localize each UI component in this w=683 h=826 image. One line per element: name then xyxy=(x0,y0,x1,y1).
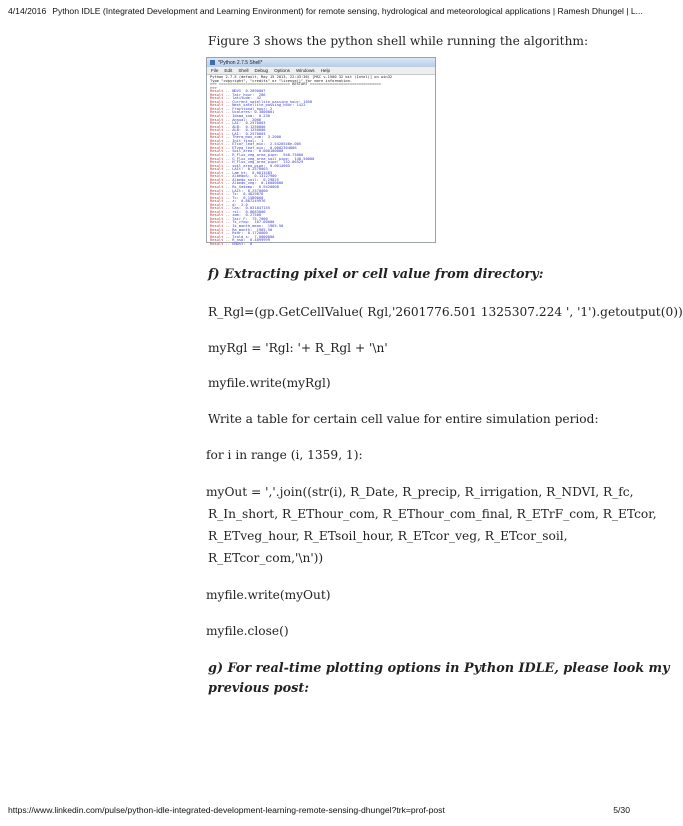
code-line: myRgl = 'Rgl: '+ R_Rgl + '\n' xyxy=(208,341,388,355)
shell-result-line: Result -- ETcor_leaf_min: 2.5420546e-005 xyxy=(210,142,302,147)
shell-result-line: Result -- Soil_area: 0.000100000 xyxy=(210,149,284,154)
shell-window-title: *Python 2.7.5 Shell* xyxy=(218,59,263,66)
code-line: R_Rgl=(gp.GetCellValue( Rgl,'2601776.501 1325307.224 ', '1').getoutput(0)) xyxy=(208,305,683,319)
shell-result-line: Result -- Tcold_s: 7.0000000 xyxy=(210,234,275,239)
shell-result-line: Result -- zom: 0.27500 xyxy=(210,213,262,218)
shell-result-line: Result -- latitude: 42 xyxy=(210,96,262,101)
page-footer xyxy=(8,805,630,815)
shell-result-line: Result -- Cas: 0.031847155 xyxy=(210,206,270,211)
python-shell-screenshot xyxy=(206,57,436,246)
shell-result-line: Result -- H_Flux_veg_area_pipe: 152.06529 xyxy=(210,160,304,165)
shell-menubar xyxy=(207,67,435,75)
code-line: R_In_short, R_EThour_com, R_EThour_com_final, R_ETrF_com, R_ETcor, xyxy=(208,507,657,521)
section-g-heading-cont: previous post: xyxy=(208,681,309,696)
section-f-heading: f) Extracting pixel or cell value from directory: xyxy=(208,267,544,282)
shell-result-line: Result -- Ucaleres: 0.3800001 xyxy=(210,110,275,115)
shell-result-line: Result -- Next_satellite_passing_hour: 1422 xyxy=(210,103,306,108)
code-line: myfile.write(myRgl) xyxy=(208,376,331,390)
shell-menu-item[interactable]: Debug xyxy=(254,68,269,73)
shell-result-line: Result -- Lam_ht: 0.0013485 xyxy=(210,170,273,175)
shell-result-line: Result -- Tair_F: 75.7000 xyxy=(210,216,268,221)
shell-result-line: Result -- Therm_max_cum: 3.2000 xyxy=(210,135,282,140)
code-line: R_ETcor_com,'\n')) xyxy=(208,551,324,565)
shell-result-line: Result -- Ts_crop: 167.00000 xyxy=(210,220,275,225)
shell-result-line: Result -- Current_satellite_passing_hour: 1058 xyxy=(210,99,313,104)
shell-titlebar xyxy=(207,58,435,67)
shell-result-line: Result -- Rs_Smtemp: 0.9420008 xyxy=(210,184,279,189)
page-number: 5/30 xyxy=(613,805,630,815)
page-header xyxy=(8,6,643,16)
shell-result-line: Result -- z: 0.887249976 xyxy=(210,199,266,204)
shell-result-line: Result -- LAIt: 0.2570003 xyxy=(210,167,268,172)
shell-result-line: Result -- Albedo_veg: 0.16000000 xyxy=(210,181,284,186)
section-g-heading: g) For real-time plotting options in Python IDLE, please look my xyxy=(208,661,670,676)
header-title: Python IDLE (Integrated Development and Learning Environment) for remote sensing, hydrological and meteorological applications | Ramesh Dhungel | L... xyxy=(52,6,643,16)
shell-result-line: Result -- ETveg_leaf_min: 0.0002304806 xyxy=(210,145,297,150)
shell-result-line: Result -- Ts: 0.4829878 xyxy=(210,192,264,197)
shell-menu-item[interactable]: Windows xyxy=(295,68,315,73)
shell-result-line: Result -- Albedo_soil: 0.29825 xyxy=(210,177,279,182)
shell-result-line: Result -- NDVI 0.2890007 xyxy=(210,89,266,94)
shell-result-line: Result -- ALB: 0.1250000 xyxy=(210,124,266,129)
shell-result-line: Result -- Annual: 2006 xyxy=(210,117,262,122)
shell-result-line: Result -- G_Flux_veg_area_soil_pipe: 140.50000 xyxy=(210,156,315,161)
paragraph: Write a table for certain cell value for entire simulation period: xyxy=(208,412,599,426)
shell-result-line: Result -- Idsma_sum: 0.230 xyxy=(210,114,270,119)
code-line: for i in range (i, 1359, 1): xyxy=(206,448,363,462)
shell-result-line: Result -- Init_final: 1 xyxy=(210,138,264,143)
shell-result-line: Result -- AlbedoS: 0.13127900 xyxy=(210,174,277,179)
code-line: R_ETveg_hour, R_ETsoil_hour, R_ETcor_veg, R_ETcor_soil, xyxy=(208,529,568,543)
shell-result-line: Result -- Fractional_hour: 2 xyxy=(210,106,273,111)
shell-menu-item[interactable]: Options xyxy=(274,68,290,73)
shell-result-line: Result -- Tc: 0.1580000 xyxy=(210,195,264,200)
shell-result-line: Result -- soil_area_pipe: 0.0014005 xyxy=(210,163,290,168)
shell-header-line: Type "copyright", "credits" or "license()" for more information. xyxy=(210,78,353,83)
shell-result-line: Result -- Rsdr: 0.1720000 xyxy=(210,231,268,236)
code-line: myfile.write(myOut) xyxy=(206,588,331,602)
python-icon xyxy=(210,60,215,65)
shell-header-line: >>> xyxy=(210,85,217,90)
shell-result-line: Result -- R_nsb: 0.4899999 xyxy=(210,238,270,243)
shell-output xyxy=(207,75,435,247)
shell-result-line: Result -- LAIt: 0.2570000 xyxy=(210,188,268,193)
figure-caption: Figure 3 shows the python shell while running the algorithm: xyxy=(208,34,589,48)
shell-result-line: Result -- Is_month_mean: 1965.50 xyxy=(210,223,284,228)
shell-menu-item[interactable]: File xyxy=(211,68,219,73)
shell-result-line: Result -- d: 2.0 xyxy=(210,202,248,207)
shell-header-line: Python 2.7.5 (default, May 15 2013, 22:43:36) [MSC v.1500 32 bit (Intel)] on win32 xyxy=(210,75,393,79)
shell-result-line: Result -- Tair_hour: 286 xyxy=(210,92,266,97)
shell-result-line: Result -- ENDst: 0 xyxy=(210,241,253,246)
shell-menu-item[interactable]: Shell xyxy=(238,68,249,73)
shell-result-line: Result -- Ra_month: 1965.50 xyxy=(210,227,273,232)
shell-menu-item[interactable]: Help xyxy=(320,68,331,73)
shell-header-line: >>> ================================ RESTART ================================ xyxy=(210,82,381,87)
shell-menu-item[interactable]: Edit xyxy=(224,68,233,73)
code-line: myOut = ','.join((str(i), R_Date, R_precip, R_irrigation, R_NDVI, R_fc, xyxy=(206,485,634,499)
shell-result-line: Result -- rsl: 0.0683000 xyxy=(210,209,266,214)
shell-result-line: Result -- LAI: 0.2570003 xyxy=(210,131,266,136)
shell-result-line: Result -- R_Flux_veg_area_pipe: 940.75000 xyxy=(210,153,304,158)
header-date: 4/14/2016 xyxy=(8,6,47,16)
footer-url: https://www.linkedin.com/pulse/python-idle-integrated-development-learning-remote-sensing-dhungel?trk=prof-post xyxy=(8,805,445,815)
shell-result-line: Result -- ALB: 0.1250000 xyxy=(210,128,266,133)
code-line: myfile.close() xyxy=(206,624,289,638)
shell-result-line: Result -- LAI: 0.2570003 xyxy=(210,121,266,126)
